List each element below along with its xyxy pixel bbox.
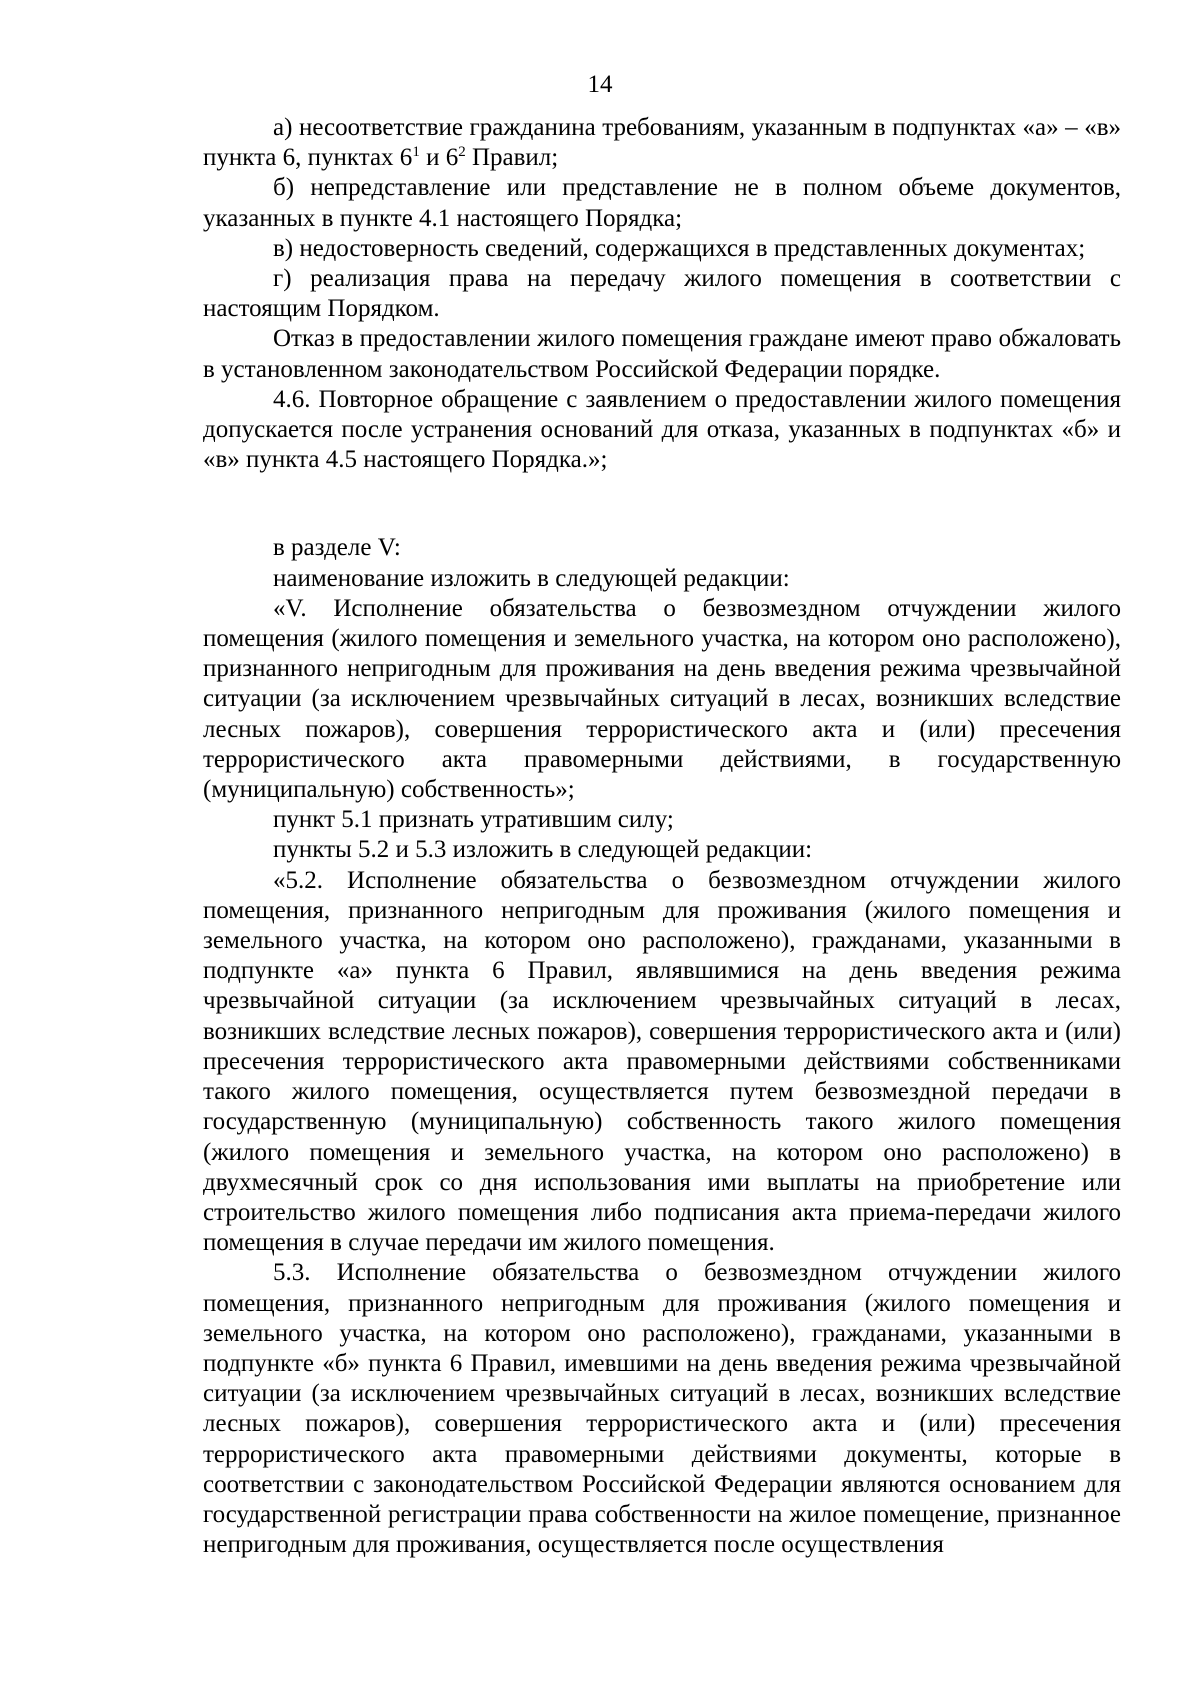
paragraph-text: Правил;: [465, 144, 559, 172]
paragraph-refusal-reason-b: б) непредставление или представление не в полном объеме документов, указанных в пункте 4.1 настоящего Порядка;: [203, 174, 1121, 232]
paragraph-refusal-reason-g: г) реализация права на передачу жилого помещения в соответствии с настоящим Порядком.: [203, 265, 1121, 323]
paragraph-4-6: 4.6. Повторное обращение с заявлением о предоставлении жилого помещения допускается после устранения оснований для отказа, указанных в подпунктах «б» и «в» пункта 4.5 настоящего Порядка.»;: [203, 385, 1121, 474]
paragraph-section-v-title: «V. Исполнение обязательства о безвозмездном отчуждении жилого помещения (жилого помещения и земельного участка, на котором оно расположено), признанного непригодным для проживания на день введения режима чрезвычайной ситуации (за исключением чрезвычайных ситуаций в лесах, возникших вследствие лесных пожаров), совершения террористического акта и (или) пресечения террористического акта правомерными действиями, в государственную (муниципальную) собственность»;: [203, 594, 1121, 804]
paragraph-text: а) несоответствие гражданина требованиям, указанным в подпунктах «а» – «в» пункта 6, пунктах 6: [203, 114, 1121, 172]
superscript: 2: [458, 144, 466, 161]
paragraph-5-3: 5.3. Исполнение обязательства о безвозмездном отчуждении жилого помещения, признанного непригодным для проживания (жилого помещения и земельного участка, на котором оно расположено), гражданами, указанными в подпункте «б» пункта 6 Правил, имевшими на день введения режима чрезвычайной ситуации (за исключением чрезвычайных ситуаций в лесах, возникших вследствие лесных пожаров), совершения террористического акта и (или) пресечения террористического акта правомерными действиями документы, которые в соответствии с законодательством Российской Федерации являются основанием для государственной регистрации права собственности на жилое помещение, признанное непригодным для проживания, осуществляется после осуществления: [203, 1259, 1121, 1559]
paragraph-5-1-repeal: пункт 5.1 признать утратившим силу;: [273, 806, 674, 834]
document-body: [203, 113, 1121, 1560]
paragraph-5-2: «5.2. Исполнение обязательства о безвозмездном отчуждении жилого помещения, признанного непригодным для проживания (жилого помещения и земельного участка, на котором оно расположено), гражданами, указанными в подпункте «а» пункта 6 Правил, являвшимися на день введения режима чрезвычайной ситуации (за исключением чрезвычайных ситуаций в лесах, возникших вследствие лесных пожаров), совершения террористического акта и (или) пресечения террористического акта правомерными действиями собственниками такого жилого помещения, осуществляется путем безвозмездной передачи в государственную (муниципальную) собственность такого жилого помещения (жилого помещения и земельного участка, на котором оно расположено) в двухмесячный срок со дня использования ими выплаты на приобретение или строительство жилого помещения либо подписания акта приема-передачи жилого помещения в случае передачи им жилого помещения.: [203, 866, 1121, 1257]
paragraph-text: и 6: [419, 144, 459, 172]
page-number: 14: [587, 71, 613, 98]
paragraph-title-change: наименование изложить в следующей редакции:: [273, 564, 790, 592]
paragraph-refusal-reason-v: в) недостоверность сведений, содержащихся в представленных документах;: [273, 234, 1086, 262]
paragraph-refusal-reason-a: [203, 113, 1121, 173]
superscript: 1: [412, 144, 420, 161]
paragraph-refusal-appeal: Отказ в предоставлении жилого помещения граждане имеют право обжаловать в установленном законодательством Российской Федерации порядке.: [203, 325, 1121, 383]
paragraph-5-2-5-3-change: пункты 5.2 и 5.3 изложить в следующей редакции:: [273, 836, 813, 864]
paragraph-section-v: в разделе V:: [273, 534, 401, 562]
